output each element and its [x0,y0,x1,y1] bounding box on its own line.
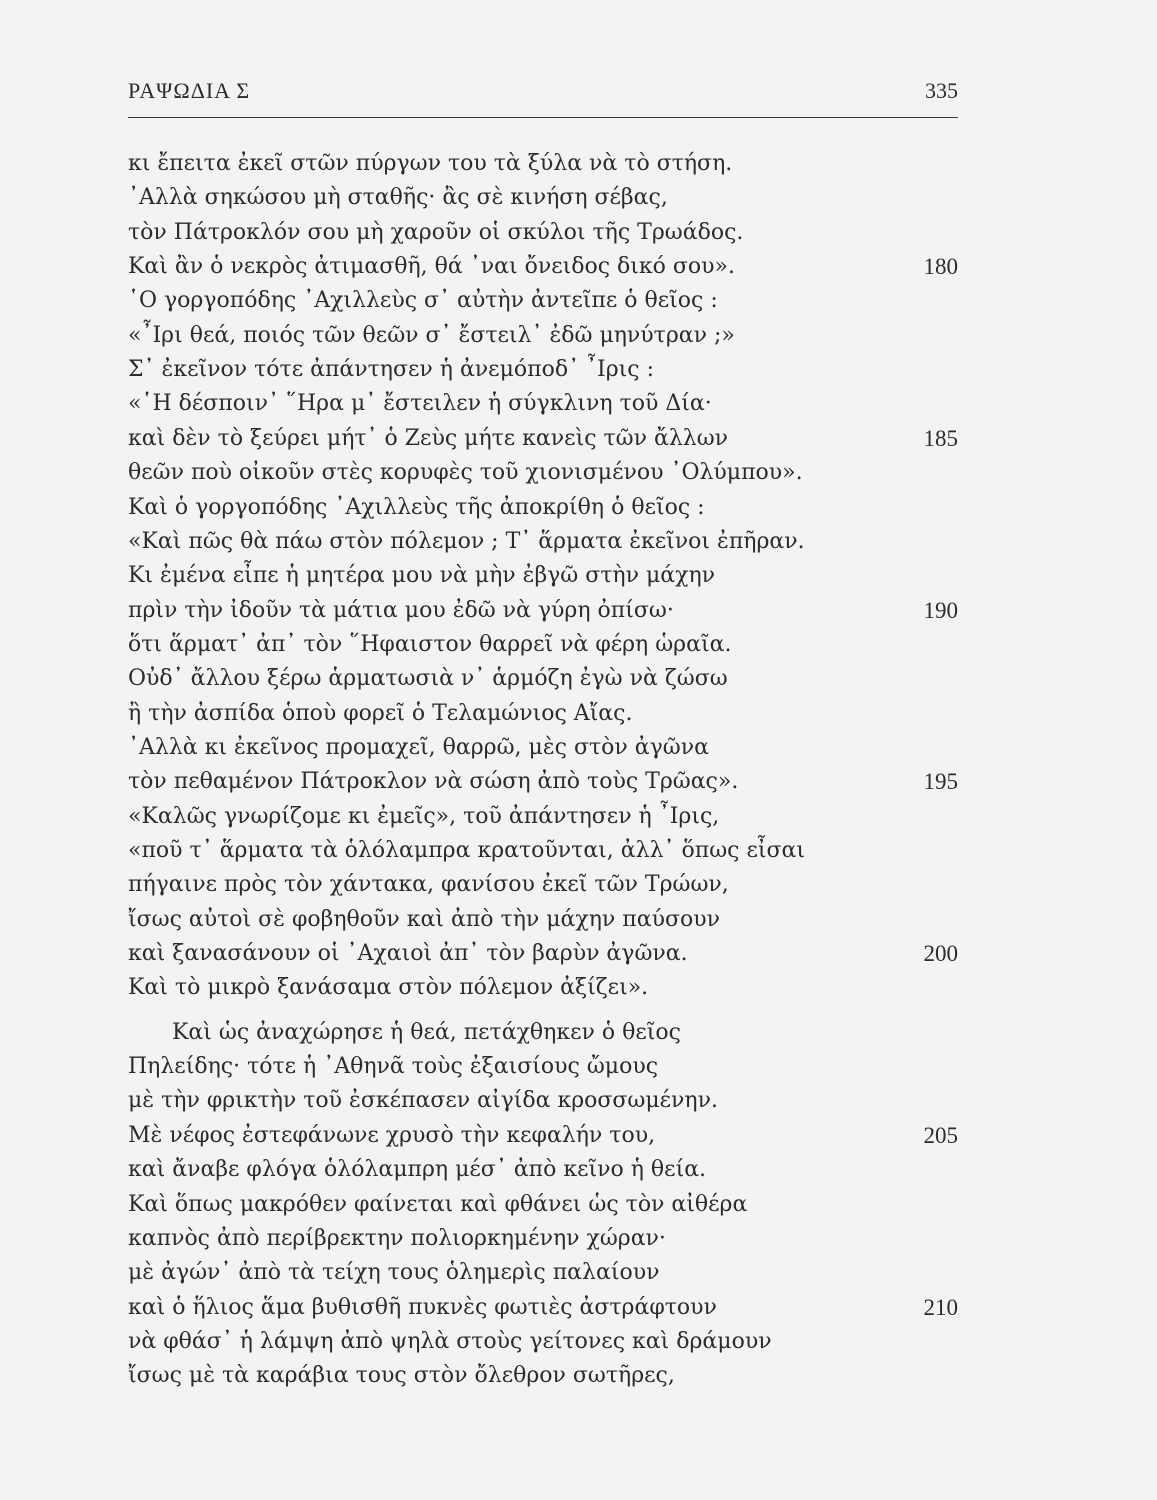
verse-text: Καὶ ὁ γοργοπόδης ᾿Αχιλλεὺς τῆς ἀποκρίθη ὁ θεῖος : [128,494,705,520]
verse-line [128,1256,958,1290]
verse-line [128,1291,958,1325]
verse-line [128,1188,958,1222]
verse-text: τὸν πεθαμένον Πάτροκλον νὰ σώση ἀπὸ τοὺς Τρῶας». [128,769,739,795]
verse-line [128,387,958,421]
line-number: 190 [923,597,958,623]
verse-text: ἴσως μὲ τὰ καράβια τους στὸν ὄλεθρον σωτῆρες, [128,1363,675,1389]
verse-line [128,765,958,799]
verse-line [128,284,958,318]
verse-text: ὅτι ἅρματ᾿ ἀπ᾿ τὸν ῞Ηφαιστον θαρρεῖ νὰ φέρη ὡραῖα. [128,631,732,657]
verse-line [128,628,958,662]
verse-line [128,1325,958,1359]
page-number: 335 [925,78,958,103]
chapter-title: ΡΑΨΩΔΙΑ Σ [128,78,251,103]
line-number: 210 [923,1294,958,1320]
verse-text: κι ἔπειτα ἐκεῖ στῶν πύργων του τὰ ξύλα νὰ τὸ στήση. [128,151,733,176]
verse-text: πήγαινε πρὸς τὸν χάντακα, φανίσου ἐκεῖ τῶν Τρώων, [128,872,729,898]
verse-text: καπνὸς ἀπὸ περίβρεκτην πολιορκημένην χώραν· [128,1225,666,1251]
verse-line [128,559,958,593]
header-rule [128,117,958,118]
line-number: 205 [923,1122,958,1148]
verse-line [128,1222,958,1256]
verse-line [128,353,958,387]
verse-line [128,662,958,696]
verse-text: Πηλείδης· τότε ἡ ᾿Αθηνᾶ τοὺς ἐξαισίους ὤμους [128,1054,659,1080]
verse-line [128,1084,958,1118]
line-number: 195 [923,769,958,795]
verse-line [128,525,958,559]
verse-line [128,903,958,937]
verse-text: «Καλῶς γνωρίζομε κι ἐμεῖς», τοῦ ἀπάντησεν ἡ ῏Ιρις, [128,803,720,829]
verse-line [128,456,958,490]
verse-text: «Καὶ πῶς θὰ πάω στὸν πόλεμον ; Τ᾿ ἅρματα ἐκεῖνοι ἐπῆραν. [128,528,805,554]
verse-line [128,1153,958,1187]
verse-text: Κι ἐμένα εἶπε ἡ μητέρα μου νὰ μὴν ἐβγῶ στὴν μάχην [128,563,716,589]
verse-line [128,491,958,525]
verse-text: καὶ δὲν τὸ ξεύρει μήτ᾿ ὁ Ζεὺς μήτε κανεὶς τῶν ἄλλων [128,425,729,451]
verse-text: Καὶ ὅπως μακρόθεν φαίνεται καὶ φθάνει ὡς τὸν αἰθέρα [128,1191,748,1217]
verse-text: ᾿Αλλὰ σηκώσου μὴ σταθῆς· ἂς σὲ κινήση σέβας, [128,185,668,211]
verse-text: Μὲ νέφος ἐστεφάνωνε χρυσὸ τὴν κεφαλήν του, [128,1122,656,1148]
verse-text: καὶ ὁ ἥλιος ἅμα βυθισθῆ πυκνὲς φωτιὲς ἀστράφτουν [128,1294,717,1320]
verse-text: πρὶν τὴν ἰδοῦν τὰ μάτια μου ἐδῶ νὰ γύρη ὀπίσω· [128,597,674,623]
verse-line [128,868,958,902]
verse-line [128,697,958,731]
verse-text: ᾿Αλλὰ κι ἐκεῖνος προμαχεῖ, θαρρῶ, μὲς στὸν ἀγῶνα [128,734,709,760]
verse-text: ἢ τὴν ἀσπίδα ὁποὺ φορεῖ ὁ Τελαμώνιος Αἴας. [128,700,633,726]
verse-text: ἴσως αὐτοὶ σὲ φοβηθοῦν καὶ ἀπὸ τὴν μάχην παύσουν [128,906,720,932]
verse-line [128,319,958,353]
verse-text: καὶ ξανασάνουν οἱ ᾿Αχαιοὶ ἀπ᾿ τὸν βαρὺν ἀγῶνα. [128,941,688,967]
running-header [128,78,958,112]
verse-text: Σ᾿ ἐκεῖνον τότε ἀπάντησεν ἡ ἀνεμόποδ᾿ ῏Ιρις : [128,357,655,383]
verse-line [128,422,958,456]
line-number: 200 [923,941,958,967]
verse-line [128,147,958,181]
verse-text: καὶ ἄναβε φλόγα ὁλόλαμπρη μέσ᾿ ἀπὸ κεῖνο ἡ θεία. [128,1157,707,1183]
verse-text: Οὐδ᾿ ἄλλου ξέρω ἁρματωσιὰ ν᾿ ἁρμόζη ἐγὼ νὰ ζώσω [128,666,728,692]
verse-text: μὲ τὴν φρικτὴν τοῦ ἐσκέπασεν αἰγίδα κροσσωμένην. [128,1088,718,1114]
verse-line [128,731,958,765]
verse-line [128,1050,958,1084]
verse-line [128,250,958,284]
verse-text: Καὶ τὸ μικρὸ ξανάσαμα στὸν πόλεμον ἀξίζει». [128,975,649,1001]
verse-line [128,834,958,868]
verse-text: «῾Η δέσποιν᾿ ῞Ηρα μ᾿ ἔστειλεν ἡ σύγκλινη τοῦ Δία· [128,391,712,417]
verse-line [128,181,958,215]
verse-text: νὰ φθάσ᾿ ἡ λάμψη ἀπὸ ψηλὰ στοὺς γείτονες καὶ δράμουν [128,1328,772,1354]
verse-line [128,937,958,971]
verse-line [128,971,958,1005]
verse-line [128,216,958,250]
verse-line [128,1016,958,1050]
verse-line [128,800,958,834]
verse-text: ῾Ο γοργοπόδης ᾿Αχιλλεὺς σ᾿ αὐτὴν ἀντεῖπε ὁ θεῖος : [128,288,718,314]
verse-text: «῏Ιρι θεά, ποιός τῶν θεῶν σ᾿ ἔστειλ᾿ ἐδῶ μηνύτραν ;» [128,322,735,348]
verse-text: τὸν Πάτροκλόν σου μὴ χαροῦν οἱ σκύλοι τῆς Τρωάδος. [128,219,744,245]
line-number: 180 [923,254,958,280]
verse-text: Καὶ ὡς ἀναχώρησε ἡ θεά, πετάχθηκεν ὁ θεῖος [172,1019,681,1045]
verse-line [128,1119,958,1153]
verse-text: θεῶν ποὺ οἰκοῦν στὲς κορυφὲς τοῦ χιονισμένου ᾿Ολύμπου». [128,460,803,486]
verse-text: «ποῦ τ᾿ ἅρματα τὰ ὁλόλαμπρα κρατοῦνται, ἀλλ᾿ ὅπως εἶσαι [128,838,806,863]
verse-text: Καὶ ἂν ὁ νεκρὸς ἀτιμασθῆ, θά ᾿ναι ὄνειδος δικό σου». [128,254,735,280]
line-number: 185 [923,425,958,451]
verse-line [128,594,958,628]
verse-line [128,1359,958,1393]
verse-text: μὲ ἀγών᾿ ἀπὸ τὰ τείχη τους ὁλημερὶς παλαίουν [128,1260,660,1286]
